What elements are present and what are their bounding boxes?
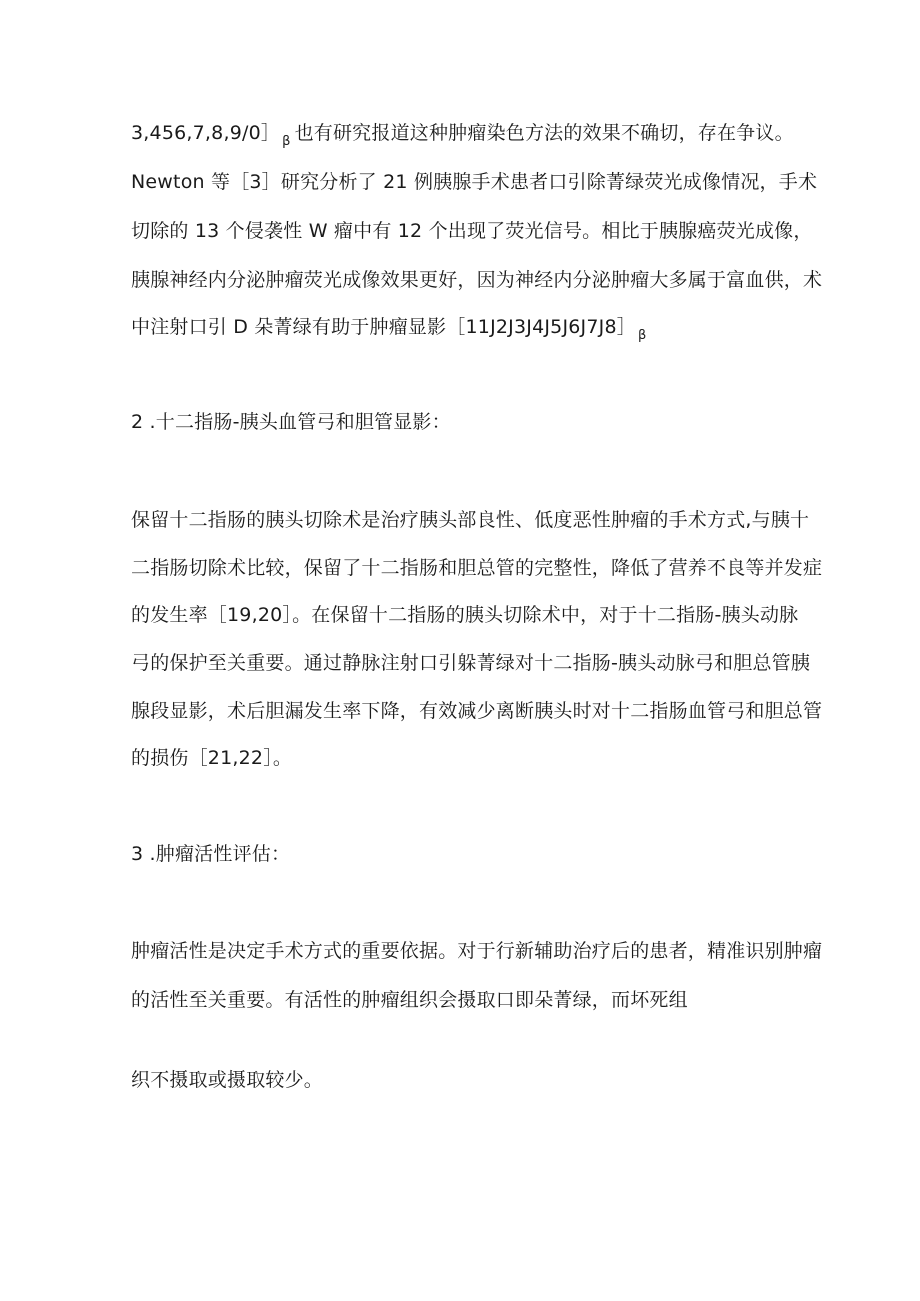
- paragraph-1-line-3: 切除的 13 个侵袭性 W 瘤中有 12 个出现了荧光信号。相比于胰腺癌荧光成像，: [131, 220, 813, 242]
- citation-text: 3,456,7,8,9/0］: [131, 122, 281, 144]
- paragraph-4-line-1: 织不摄取或摄取较少。: [131, 1069, 324, 1091]
- paragraph-3-line-1: 肿瘤活性是决定手术方式的重要依据。对于行新辅助治疗后的患者，精准识别肿瘤: [131, 940, 823, 962]
- paragraph-1-line-2: Newton 等［3］研究分析了 21 例胰腺手术患者口引除菁绿荧光成像情况，手术: [131, 171, 818, 193]
- paragraph-2-line-4: 弓的保护至关重要。通过静脉注射口引躲菁绿对十二指肠-胰头动脉弓和胆总管胰: [131, 652, 811, 674]
- paragraph-2-line-1: 保留十二指肠的胰头切除术是治疗胰头部良性、低度恶性肿瘤的手术方式,与胰十: [131, 509, 810, 531]
- paragraph-2-line-2: 二指肠切除术比较，保留了十二指肠和胆总管的完整性，降低了营养不良等并发症: [131, 557, 823, 579]
- section-heading-3: 3 .肿瘤活性评估：: [131, 843, 291, 865]
- subscript-beta: β: [637, 328, 647, 343]
- paragraph-1-line-1: [131, 121, 794, 154]
- paragraph-1-line-4: 胰腺神经内分泌肿瘤荧光成像效果更好，因为神经内分泌肿瘤大多属于富血供，术: [131, 269, 823, 291]
- paragraph-2-line-6: 的损伤［21,22］。: [131, 747, 293, 769]
- paragraph-1-line-5-text: 中注射口引 D 朵菁绿有助于肿瘤显影［11J2J3J4J5J6J7J8］: [131, 316, 636, 338]
- paragraph-1-line-1-text: 也有研究报道这种肿瘤染色方法的效果不确切，存在争议。: [294, 122, 794, 144]
- paragraph-3-line-2: 的活性至关重要。有活性的肿瘤组织会摄取口即朵菁绿，而坏死组: [131, 989, 688, 1011]
- subscript-beta: β: [282, 134, 291, 149]
- paragraph-2-line-5: 腺段显影，术后胆漏发生率下降，有效减少离断胰头时对十二指肠血管弓和胆总管: [131, 700, 823, 722]
- paragraph-2-line-3: 的发生率［19,20］。在保留十二指肠的胰头切除术中，对于十二指肠-胰头动脉: [131, 604, 799, 626]
- paragraph-1-line-5: [131, 315, 646, 348]
- section-heading-2: 2 .十二指肠-胰头血管弓和胆管显影：: [131, 411, 451, 433]
